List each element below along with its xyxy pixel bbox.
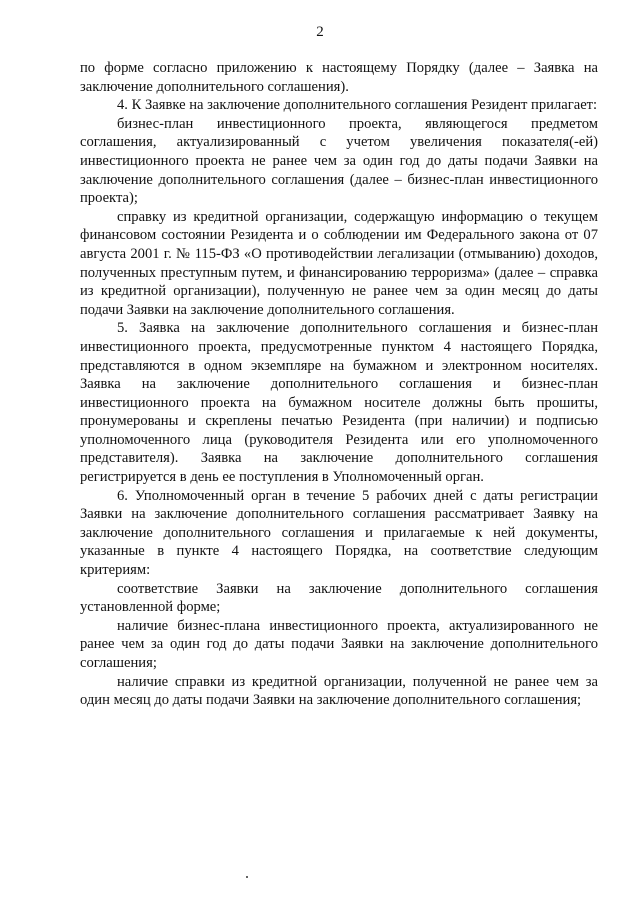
paragraph-criterion-form: соответствие Заявки на заключение дополнительного соглашения установленной форме; [80, 580, 598, 616]
paragraph-criterion-bank-certificate: наличие справки из кредитной организации, полученной не ранее чем за один месяц до даты подачи Заявки на заключение дополнительного соглашения; [80, 673, 598, 709]
document-body [80, 59, 598, 710]
scan-speck [246, 876, 248, 878]
paragraph-item-6: 6. Уполномоченный орган в течение 5 рабочих дней с даты регистрации Заявки на заключение дополнительного соглашения рассматривает Заявку на заключение дополнительного соглашения и прилагаемые к ней документы, указанные в пункте 4 настоящего Порядка, на соответствие следующим критериям: [80, 487, 598, 579]
paragraph-form-continuation: по форме согласно приложению к настоящему Порядку (далее – Заявка на заключение дополнительного соглашения). [80, 60, 598, 95]
paragraph-business-plan: бизнес-план инвестиционного проекта, являющегося предметом соглашения, актуализированный с учетом увеличения показателя(-ей) инвестиционного проекта не ранее чем за один год до даты подачи Заявки на заключение дополнительного соглашения (далее – бизнес-план инвестиционного проекта); [80, 115, 598, 207]
paragraph-item-4: 4. К Заявке на заключение дополнительного соглашения Резидент прилагает: [117, 97, 598, 114]
paragraph-criterion-business-plan: наличие бизнес-плана инвестиционного проекта, актуализированного не ранее чем за один год до даты подачи Заявки на заключение дополнительного соглашения; [80, 617, 598, 671]
paragraph-item-5: 5. Заявка на заключение дополнительного соглашения и бизнес-план инвестиционного проекта, предусмотренные пунктом 4 настоящего Порядка, представляются в одном экземпляре на бумажном и электронном носителях. Заявка на заключение дополнительного соглашения и бизнес-план инвестиционного проекта на бумажном носителе должны быть прошиты, пронумерованы и скреплены печатью Резидента (при наличии) и подписью уполномоченного лица (руководителя Резидента или его уполномоченного представителя). Заявка на заключение дополнительного соглашения регистрируется в день ее поступления в Уполномоченный орган. [80, 320, 598, 486]
paragraph-bank-certificate: справку из кредитной организации, содержащую информацию о текущем финансовом состоянии Резидента и о соблюдении им Федерального закона от 07 августа 2001 г. № 115-ФЗ «О противодействии легализации (отмыванию) доходов, полученных преступным путем, и финансированию терроризма» (далее – справка из кредитной организации), полученную не ранее чем за один месяц до даты подачи Заявки на заключение дополнительного соглашения. [80, 208, 598, 318]
page-number: 2 [316, 24, 324, 40]
